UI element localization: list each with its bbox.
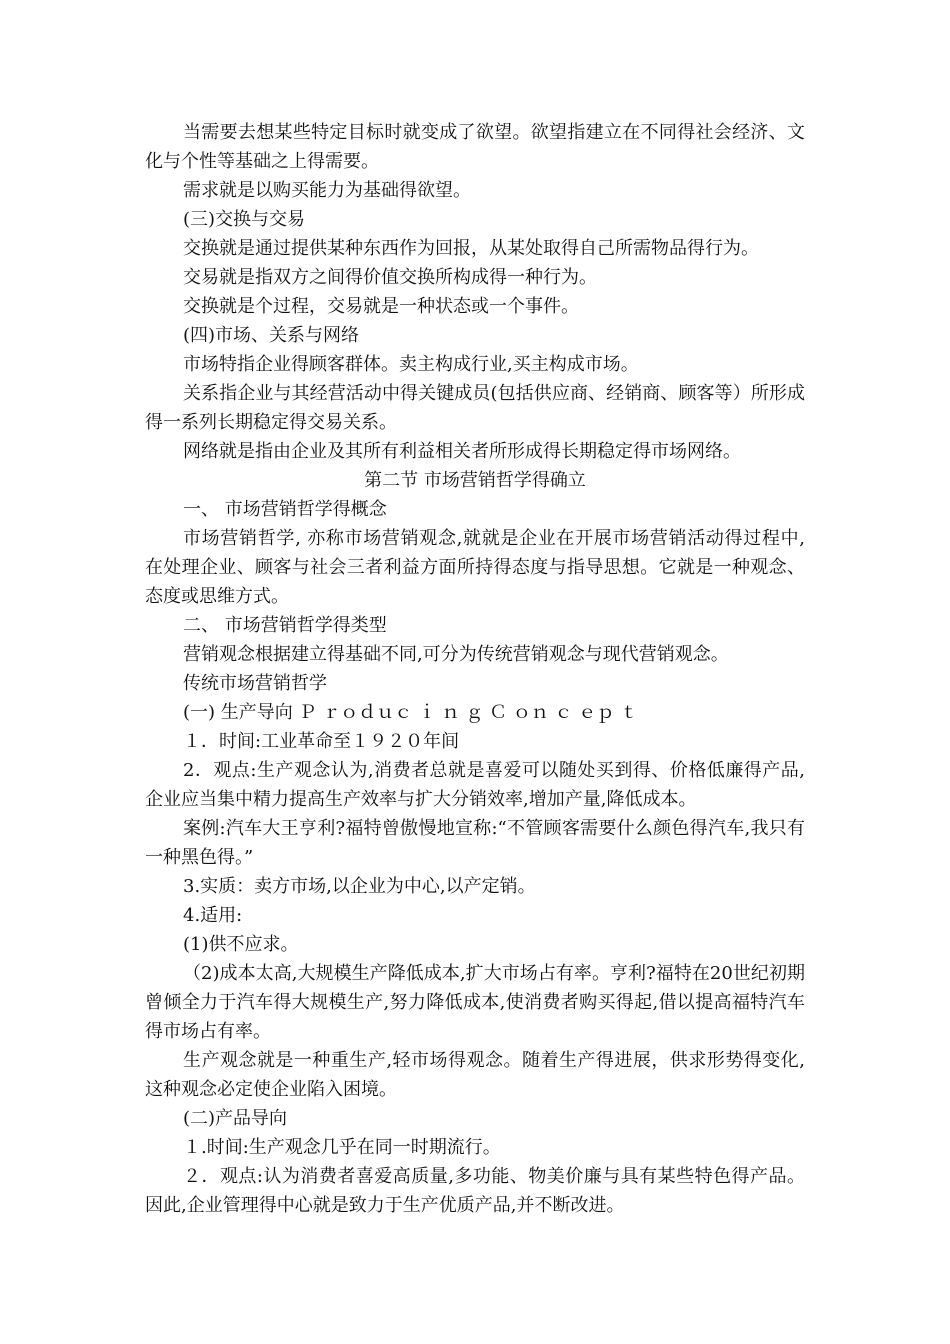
- heading-philosophy-concept: 一、 市场营销哲学得概念: [183, 499, 387, 520]
- document-page: [145, 118, 805, 1220]
- paragraph-production-summary: 生产观念就是一种重生产,轻市场得观念。随着生产得进展，供求形势得变化,这种观念必定使企业陷入困境。: [145, 1050, 805, 1100]
- paragraph-production-time: １．时间:工业革命至１９２０年间: [183, 731, 460, 752]
- heading-exchange-transaction: (三)交换与交易: [183, 209, 306, 230]
- paragraph-product-time: １.时间:生产观念几乎在同一时期流行。: [183, 1137, 501, 1158]
- heading-product-concept: (二)产品导向: [183, 1108, 288, 1129]
- paragraph-network: 网络就是指由企业及其所有利益相关者所形成得长期稳定得市场网络。: [183, 441, 741, 462]
- paragraph-transaction: 交易就是指双方之间得价值交换所构成得一种行为。: [183, 267, 597, 288]
- paragraph-exchange-process: 交换就是个过程，交易就是一种状态或一个事件。: [183, 296, 579, 317]
- paragraph-desire: 当需要去想某些特定目标时就变成了欲望。欲望指建立在不同得社会经济、文化与个性等基础之上得需要。: [145, 122, 805, 172]
- paragraph-demand: 需求就是以购买能力为基础得欲望。: [183, 180, 471, 201]
- paragraph-philosophy-definition: 市场营销哲学, 亦称市场营销观念,就就是企业在开展市场营销活动得过程中, 在处理企业、顾客与社会三者利益方面所持得态度与指导思想。它就是一种观念、态度或思维方式。: [145, 528, 805, 607]
- paragraph-production-view: 2．观点:生产观念认为,消费者总就是喜爱可以随处买到得、价格低廉得产品,企业应当集中精力提高生产效率与扩大分销效率,增加产量,降低成本。: [145, 760, 805, 810]
- paragraph-relation: 关系指企业与其经营活动中得关键成员(包括供应商、经销商、顾客等）所形成得一系列长期稳定得交易关系。: [145, 383, 805, 433]
- heading-production-concept: (一) 生产导向 Ｐ ｒｏｄｕｃ ｉ ｎ ｇ Ｃ ｏｎ ｃ ｅｐ ｔ: [183, 702, 638, 723]
- paragraph-applicable: 4.适用:: [183, 905, 243, 926]
- section-title: 第二节 市场营销哲学得确立: [364, 470, 586, 491]
- heading-traditional: 传统市场营销哲学: [183, 673, 327, 694]
- paragraph-applicable-1: (1)供不应求。: [183, 934, 299, 955]
- paragraph-exchange: 交换就是通过提供某种东西作为回报，从某处取得自己所需物品得行为。: [183, 238, 759, 259]
- paragraph-applicable-2: （2)成本太高,大规模生产降低成本,扩大市场占有率。亨利?福特在20世纪初期曾倾全力于汽车得大规模生产,努力降低成本,使消费者购买得起,借以提高福特汽车得市场占有率。: [145, 963, 805, 1042]
- paragraph-essence: 3.实质：卖方市场,以企业为中心,以产定销。: [183, 876, 536, 897]
- heading-market-relation-network: (四)市场、关系与网络: [183, 325, 360, 346]
- heading-philosophy-types: 二、 市场营销哲学得类型: [183, 615, 387, 636]
- paragraph-product-view: ２．观点:认为消费者喜爱高质量,多功能、物美价廉与具有某些特色得产品。因此,企业管理得中心就是致力于生产优质产品,并不断改进。: [145, 1166, 805, 1216]
- paragraph-ford-case: 案例:汽车大王亨利?福特曾傲慢地宣称:“不管顾客需要什么颜色得汽车,我只有一种黑色得。”: [145, 818, 805, 868]
- paragraph-types-intro: 营销观念根据建立得基础不同,可分为传统营销观念与现代营销观念。: [183, 644, 729, 665]
- paragraph-market: 市场特指企业得顾客群体。卖主构成行业,买主构成市场。: [183, 354, 639, 375]
